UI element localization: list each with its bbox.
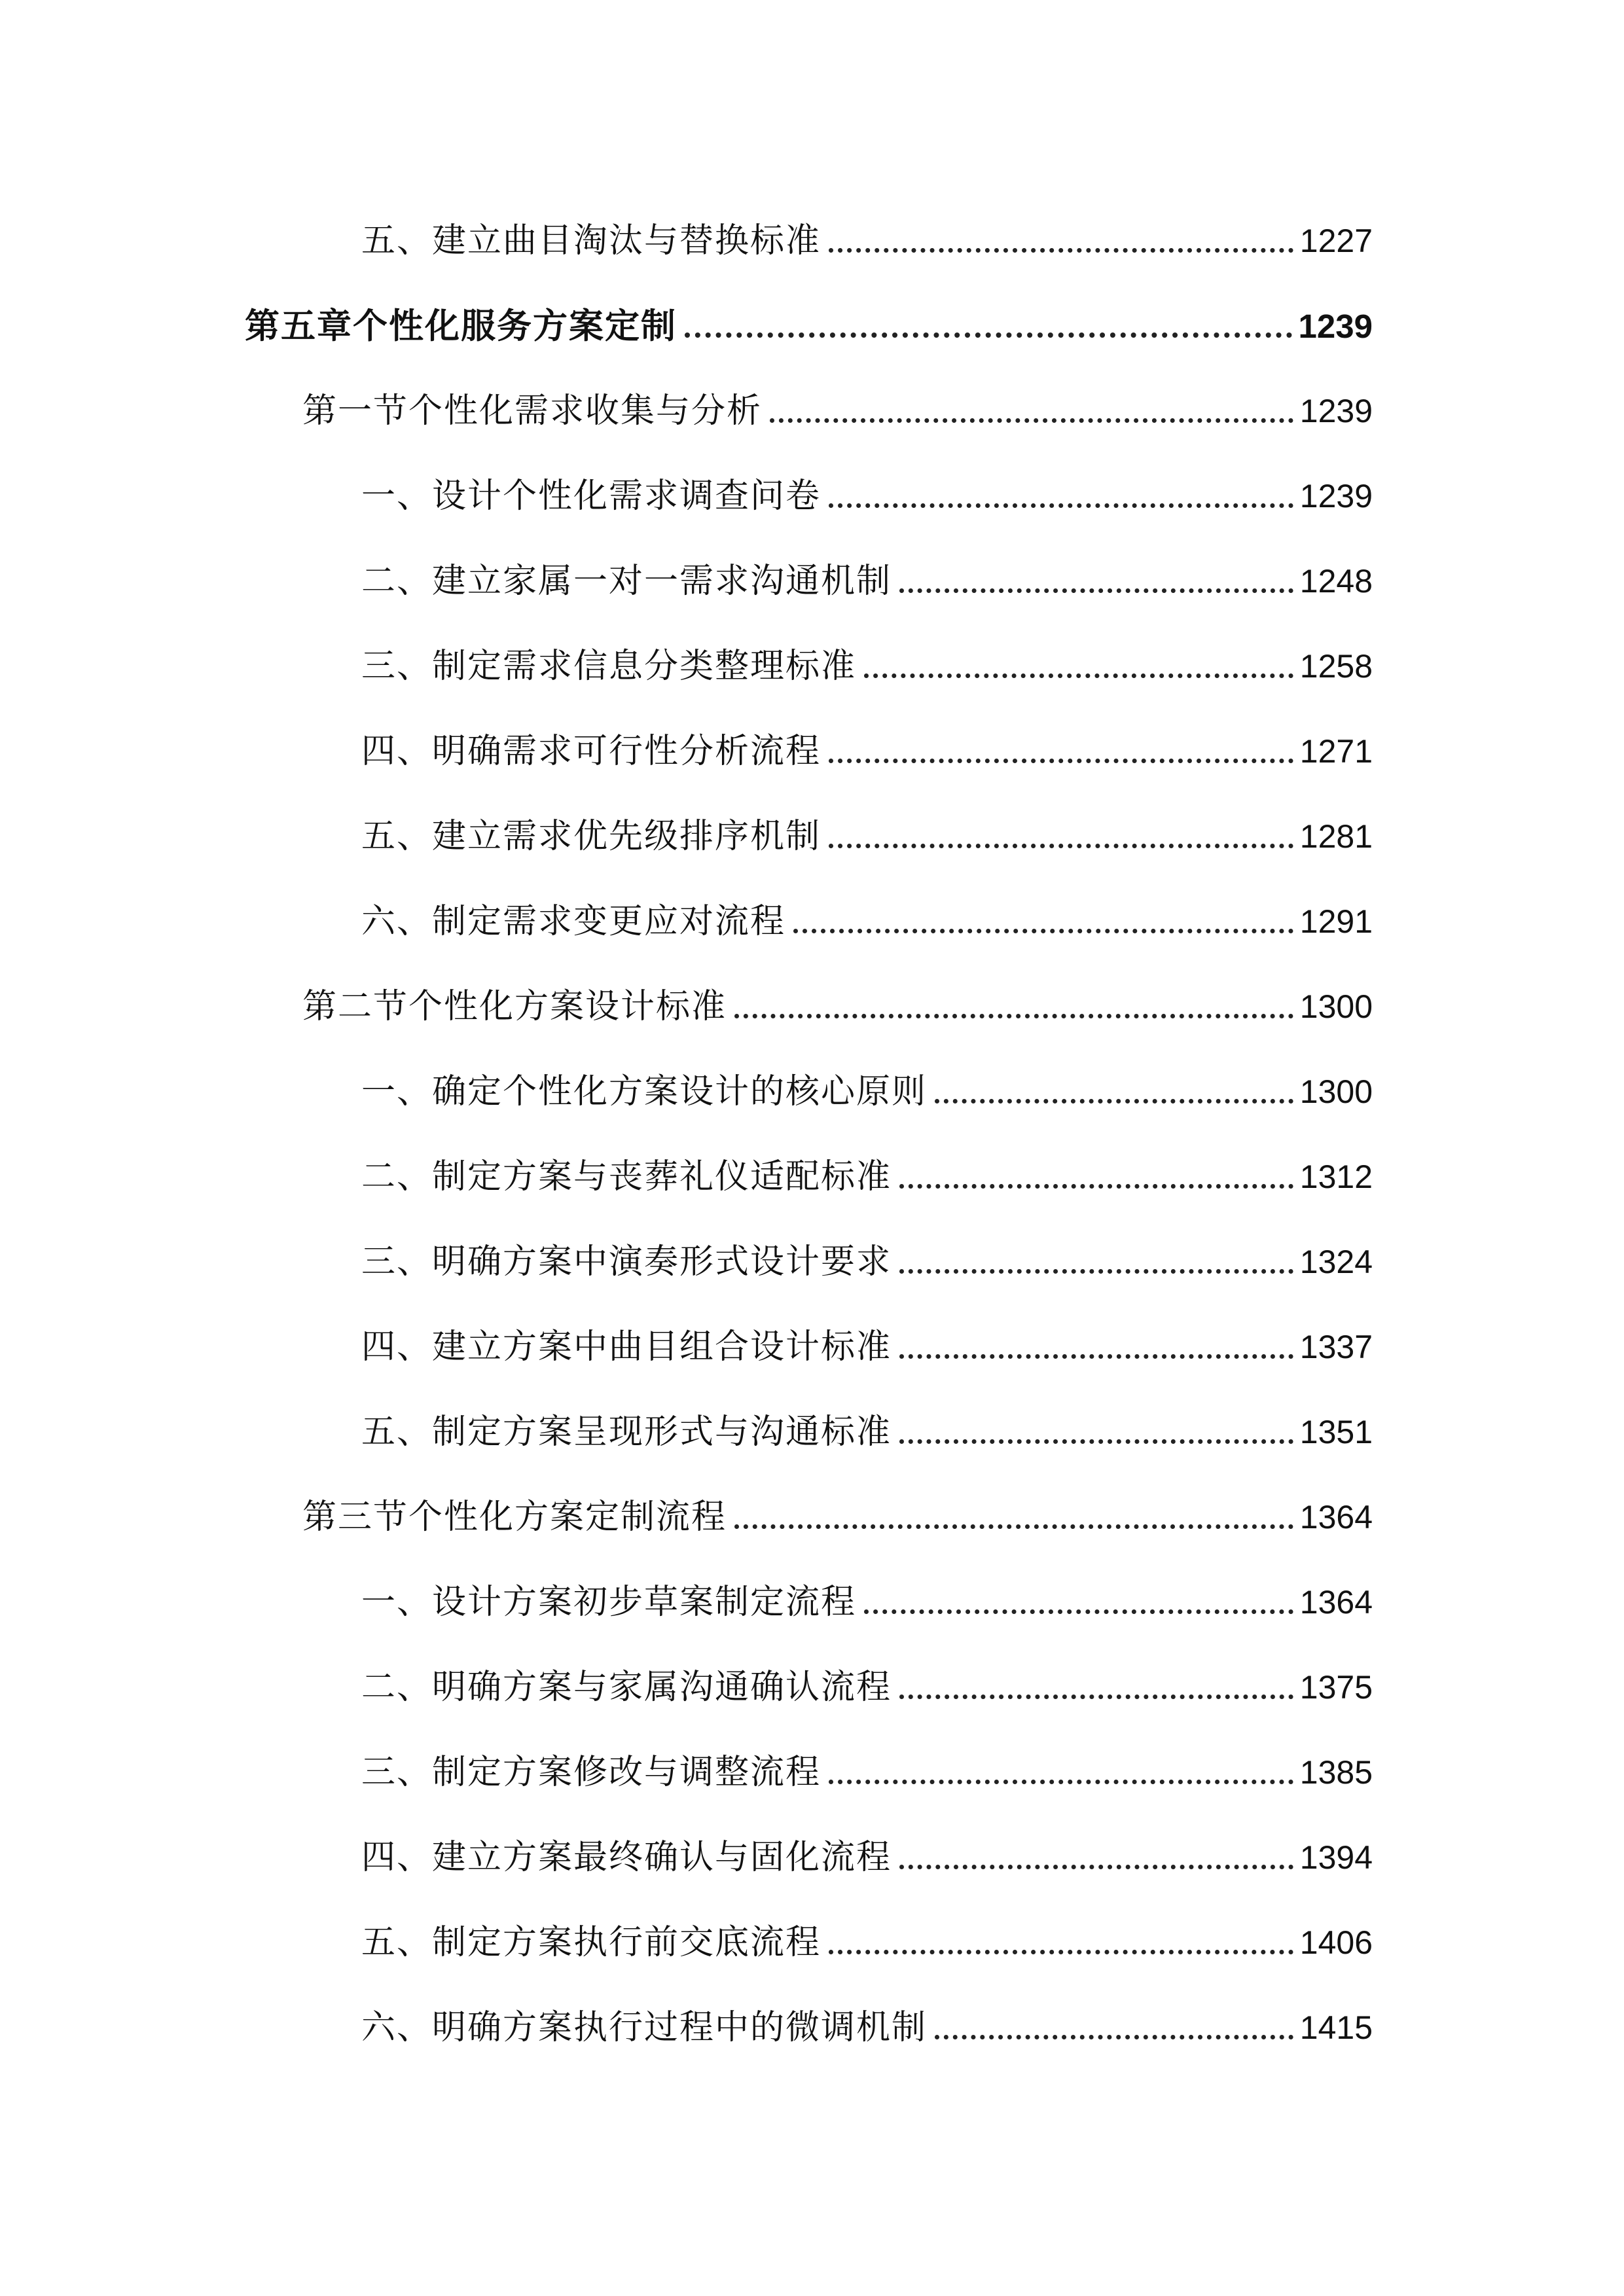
- toc-entry[interactable]: [361, 1740, 1373, 1805]
- toc-entry[interactable]: [361, 1910, 1373, 1975]
- toc-entry[interactable]: [361, 208, 1373, 274]
- toc-dot-leader: [793, 927, 1293, 933]
- toc-dot-leader: [899, 1863, 1293, 1869]
- toc-entry[interactable]: [361, 1655, 1373, 1720]
- toc-entry[interactable]: [302, 974, 1373, 1039]
- toc-page-number: 1312: [1299, 1158, 1373, 1195]
- toc-entry[interactable]: [361, 1314, 1373, 1380]
- toc-dot-leader: [899, 1183, 1293, 1189]
- toc-dot-leader: [734, 1523, 1293, 1529]
- toc-dot-leader: [899, 587, 1293, 593]
- toc-entry-title: 三、明确方案中演奏形式设计要求: [361, 1242, 892, 1282]
- toc-page-number: 1271: [1299, 733, 1373, 770]
- toc-page-number: 1324: [1299, 1244, 1373, 1280]
- toc-entry-title: 二、制定方案与丧葬礼仪适配标准: [361, 1157, 892, 1196]
- toc-entry[interactable]: [361, 1144, 1373, 1210]
- toc-entry-title: 一、确定个性化方案设计的核心原则: [361, 1072, 928, 1111]
- toc-entry-title: 一、设计方案初步草案制定流程: [361, 1583, 857, 1622]
- toc-dot-leader: [864, 672, 1293, 678]
- toc-page-number: 1375: [1299, 1669, 1373, 1706]
- toc-page-number: 1364: [1299, 1499, 1373, 1535]
- toc-page-number: 1406: [1299, 1924, 1373, 1961]
- toc-dot-leader: [685, 331, 1292, 338]
- toc-entry-title: 第五章个性化服务方案定制: [245, 306, 677, 346]
- toc-entry-title: 三、制定需求信息分类整理标准: [361, 647, 857, 686]
- toc-dot-leader: [829, 247, 1293, 253]
- toc-page-number: 1300: [1299, 988, 1373, 1025]
- toc-entry-title: 六、明确方案执行过程中的微调机制: [361, 2008, 928, 2047]
- toc-entry[interactable]: [361, 1570, 1373, 1635]
- toc-page-number: 1248: [1299, 563, 1373, 600]
- toc-page-number: 1385: [1299, 1754, 1373, 1791]
- toc-entry-title: 四、建立方案最终确认与固化流程: [361, 1838, 892, 1877]
- toc-entry-title: 五、制定方案呈现形式与沟通标准: [361, 1412, 892, 1452]
- toc-dot-leader: [829, 502, 1293, 508]
- toc-entry[interactable]: [361, 1825, 1373, 1890]
- toc-entry[interactable]: [361, 1995, 1373, 2060]
- toc-dot-leader: [829, 1948, 1293, 1954]
- toc-dot-leader: [829, 842, 1293, 848]
- toc-dot-leader: [829, 757, 1293, 763]
- toc-page-number: 1281: [1299, 818, 1373, 855]
- toc-page-number: 1415: [1299, 2009, 1373, 2046]
- toc-dot-leader: [864, 1608, 1293, 1614]
- toc-page-number: 1394: [1299, 1839, 1373, 1876]
- toc-entry-title: 五、建立需求优先级排序机制: [361, 817, 821, 856]
- toc-dot-leader: [899, 1353, 1293, 1359]
- toc-entry[interactable]: [361, 634, 1373, 699]
- toc-entry-title: 第三节个性化方案定制流程: [302, 1498, 727, 1537]
- toc-dot-leader: [770, 417, 1293, 423]
- toc-entry[interactable]: [361, 1059, 1373, 1124]
- toc-entry-title: 五、建立曲目淘汰与替换标准: [361, 221, 821, 260]
- toc-entry-title: 第一节个性化需求收集与分析: [302, 391, 763, 431]
- toc-entry-title: 六、制定需求变更应对流程: [361, 902, 786, 941]
- toc-page-number: 1258: [1299, 648, 1373, 685]
- toc-entry-title: 一、设计个性化需求调查问卷: [361, 476, 821, 516]
- toc-entry-title: 五、制定方案执行前交底流程: [361, 1923, 821, 1962]
- toc-dot-leader: [829, 1778, 1293, 1784]
- toc-entry-title: 四、明确需求可行性分析流程: [361, 732, 821, 771]
- toc-entry-title: 三、制定方案修改与调整流程: [361, 1753, 821, 1792]
- toc-entry[interactable]: [302, 1484, 1373, 1550]
- toc-page-number: 1227: [1299, 223, 1373, 259]
- toc-entry[interactable]: [361, 1399, 1373, 1465]
- toc-entry-title: 四、建立方案中曲目组合设计标准: [361, 1327, 892, 1367]
- toc-page-number: 1300: [1299, 1073, 1373, 1110]
- toc-dot-leader: [899, 1438, 1293, 1444]
- toc-page-number: 1291: [1299, 903, 1373, 940]
- toc-dot-leader: [734, 1013, 1293, 1018]
- toc-page-number: 1351: [1299, 1414, 1373, 1450]
- toc-dot-leader: [899, 1268, 1293, 1274]
- toc-entry[interactable]: [361, 463, 1373, 529]
- toc-dot-leader: [935, 2034, 1293, 2039]
- toc-entry[interactable]: [302, 378, 1373, 444]
- toc-entry[interactable]: [361, 548, 1373, 614]
- toc-entry[interactable]: [361, 804, 1373, 869]
- toc-entry-title: 二、建立家属一对一需求沟通机制: [361, 562, 892, 601]
- toc-entry-title: 二、明确方案与家属沟通确认流程: [361, 1668, 892, 1707]
- toc-entry-title: 第二节个性化方案设计标准: [302, 987, 727, 1026]
- toc-entry[interactable]: [361, 1229, 1373, 1295]
- toc-dot-leader: [899, 1693, 1293, 1699]
- toc-page-number: 1239: [1299, 478, 1373, 514]
- toc-page-number: 1337: [1299, 1329, 1373, 1365]
- toc-page-number: 1239: [1298, 307, 1373, 345]
- toc-page-number: 1239: [1299, 393, 1373, 429]
- toc-dot-leader: [935, 1098, 1293, 1103]
- toc-entry[interactable]: [361, 719, 1373, 784]
- toc-entry[interactable]: [361, 889, 1373, 954]
- toc-page-number: 1364: [1299, 1584, 1373, 1621]
- toc-entry[interactable]: [245, 293, 1373, 359]
